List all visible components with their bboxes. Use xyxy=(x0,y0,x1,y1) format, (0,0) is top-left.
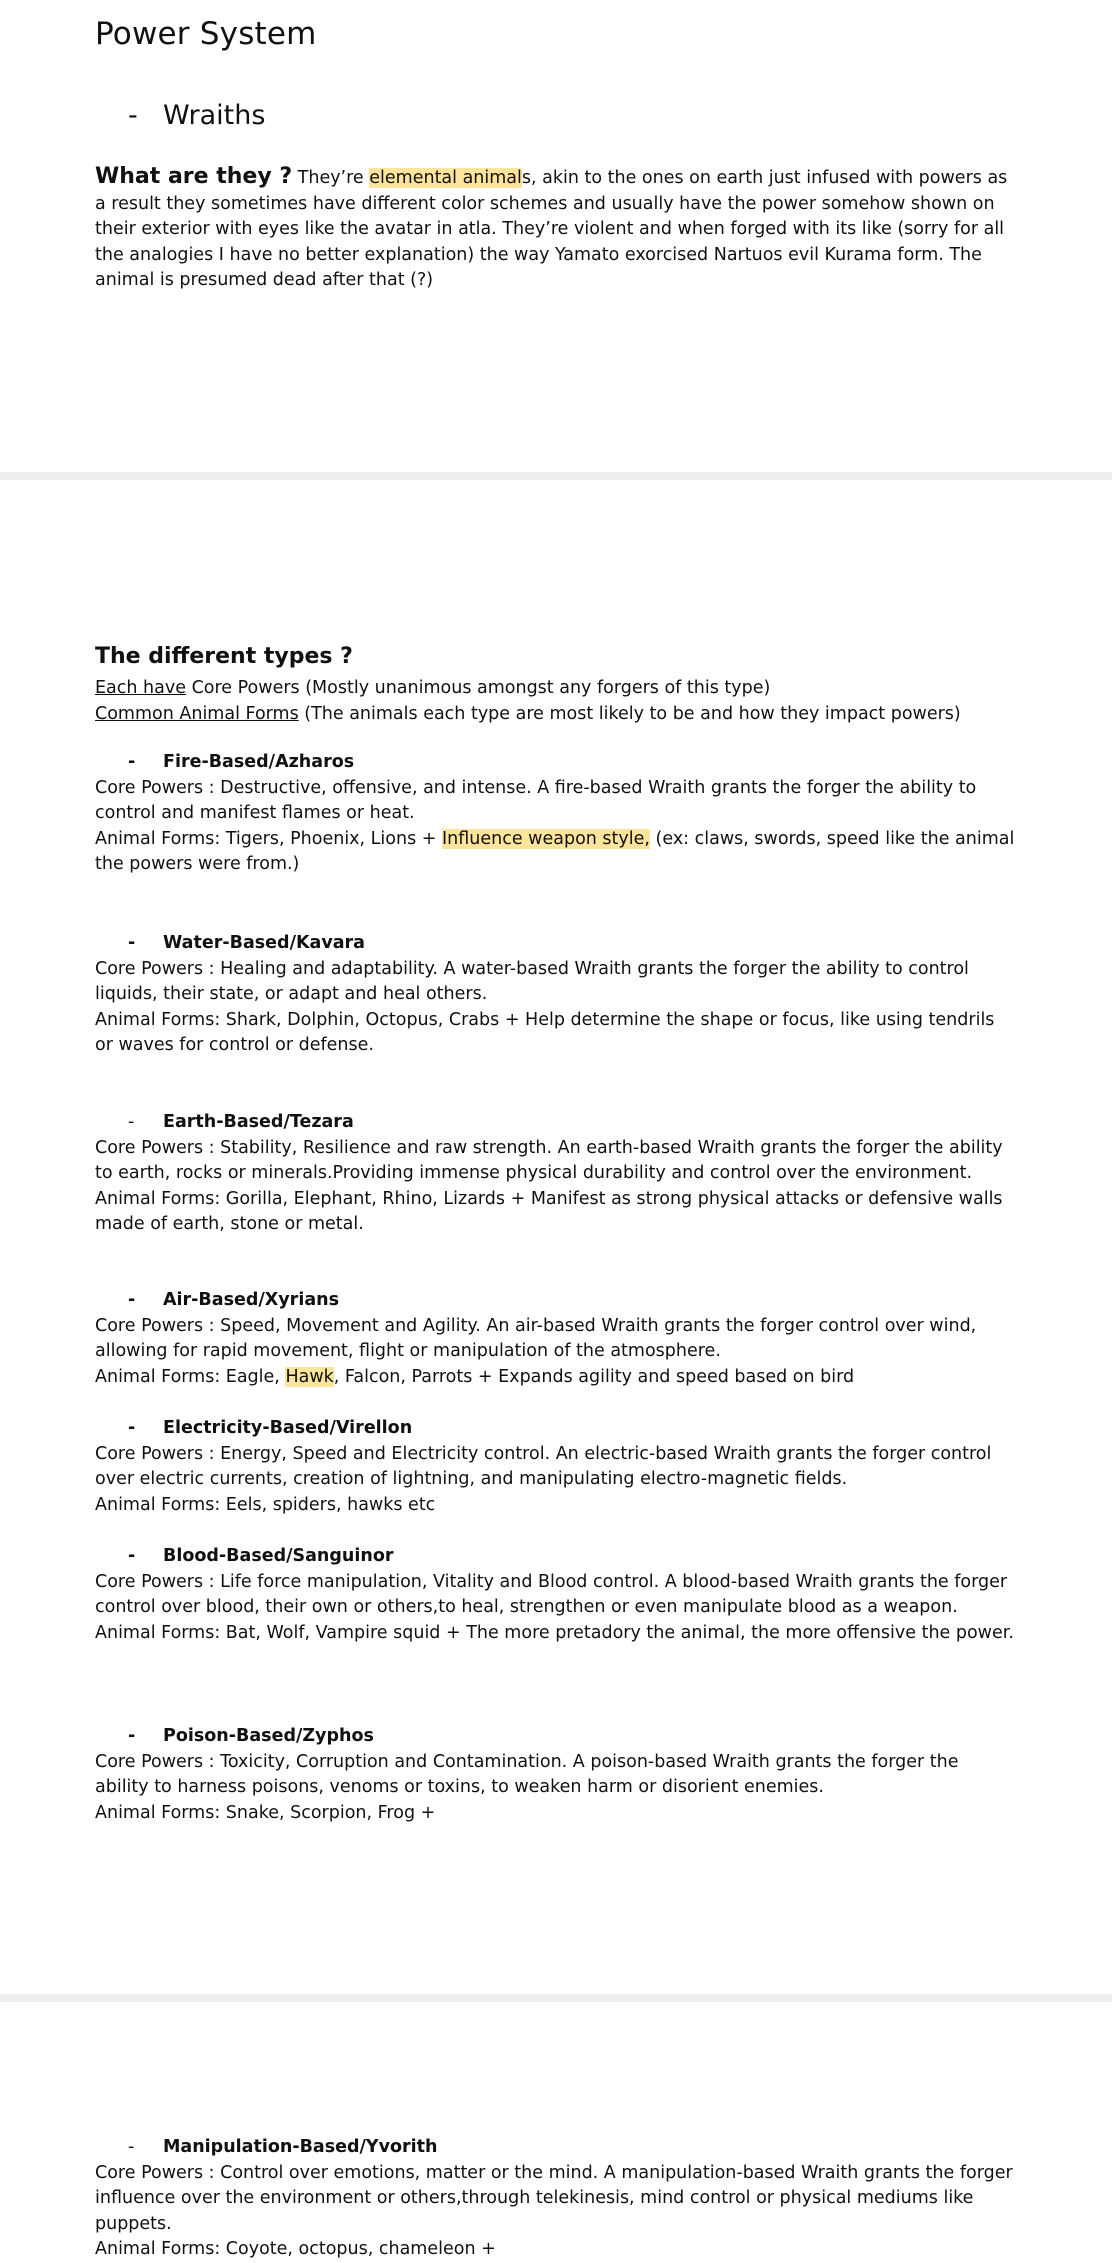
intro-body: s, akin to the ones on earth just infused with powers as a result they sometimes have different color schemes and usually have the power somehow shown on their exterior with eyes like the avatar in atla. They’re violent and when forged with its like (sorry for all the analogies I have no better explanation) the way Yamato exorcised Nartuos evil Kurama form. The animal is presumed dead after that (?) xyxy=(95,168,1008,290)
type-title xyxy=(128,1416,1017,1442)
animal-forms-extra: (ex: claws, swords, speed like the animal the powers were from.) xyxy=(95,828,1015,874)
core-powers: Core Powers : Life force manipulation, Vitality and Blood control. A blood-based Wraith grants the forger control over blood, their own or others,to heal, strengthen or even manipulate blood as a weapon. xyxy=(95,1571,1008,1617)
bullet-dash: - xyxy=(128,752,136,772)
document-page-2 xyxy=(0,482,1112,1994)
type-name: Blood-Based/Sanguinor xyxy=(163,1546,394,1566)
type-title xyxy=(128,1724,1017,1750)
legend-animal-text: (The animals each type are most likely to be and how they impact powers) xyxy=(298,703,961,724)
subtitle-heading[interactable]: Wraiths xyxy=(163,100,266,131)
bullet-dash: - xyxy=(128,933,136,953)
type-title xyxy=(128,750,1017,776)
bullet-dash: - xyxy=(128,1112,135,1132)
type-name: Manipulation-Based/Yvorith xyxy=(163,2137,438,2157)
bullet-dash: - xyxy=(128,2137,135,2157)
intro-question: What are they ? xyxy=(95,164,293,189)
intro-pre: They’re xyxy=(292,168,370,188)
core-powers: Core Powers : Healing and adaptability. A water-based Wraith grants the forger the ability to control liquids, their state, or adapt and heal others. xyxy=(95,958,969,1004)
type-name: Poison-Based/Zyphos xyxy=(163,1726,374,1746)
core-powers: Core Powers : Stability, Resilience and raw strength. An earth-based Wraith grants the forger the ability to earth, rocks or minerals.Providing immense physical durability and control over the environment. xyxy=(95,1137,1003,1183)
animal-forms: Animal Forms: Snake, Scorpion, Frog + xyxy=(95,1802,436,1823)
core-powers: Core Powers : Speed, Movement and Agility. An air-based Wraith grants the forger control over wind, allowing for rapid movement, flight or manipulation of the atmosphere. xyxy=(95,1315,977,1361)
type-name: Water-Based/Kavara xyxy=(163,933,365,953)
animal-forms: Animal Forms: Coyote, octopus, chameleon + xyxy=(95,2239,496,2259)
document-page-1 xyxy=(0,0,1112,475)
animal-forms: Animal Forms: Eels, spiders, hawks etc xyxy=(95,1494,436,1515)
bullet-dash: - xyxy=(128,100,138,131)
types-heading[interactable]: The different types ? xyxy=(95,644,353,669)
animal-forms: Animal Forms: Bat, Wolf, Vampire squid + The more pretadory the animal, the more offensive the power. xyxy=(95,1622,1014,1643)
legend-core-text: Core Powers (Mostly unanimous amongst any forgers of this type) xyxy=(186,678,771,698)
type-title xyxy=(128,1544,1017,1570)
core-powers: Core Powers : Control over emotions, matter or the mind. A manipulation-based Wraith grants the forger influence over the environment or others,through telekinesis, mind control or physical mediums like puppets. xyxy=(95,2162,1013,2234)
legend-animal-line xyxy=(95,702,1017,728)
type-block-electricity[interactable] xyxy=(95,1416,1017,1518)
type-title xyxy=(128,1288,1017,1314)
type-name: Earth-Based/Tezara xyxy=(163,1112,354,1132)
animal-forms: Animal Forms: Shark, Dolphin, Octopus, Crabs + Help determine the shape or focus, like using tendrils or waves for control or defense. xyxy=(95,1009,995,1055)
animal-forms-text: Animal Forms: Tigers, Phoenix, Lions + xyxy=(95,828,442,849)
type-block-poison[interactable] xyxy=(95,1724,1017,1826)
bullet-dash: - xyxy=(128,1546,136,1566)
type-name: Electricity-Based/Virellon xyxy=(163,1418,413,1438)
animal-forms-extra: , Falcon, Parrots + Expands agility and speed based on bird xyxy=(333,1366,855,1387)
bullet-dash: - xyxy=(128,1418,136,1438)
types-legend[interactable] xyxy=(95,676,1017,727)
legend-core-underlined: Each have xyxy=(95,678,186,698)
animal-forms xyxy=(95,1365,1017,1391)
bullet-dash: - xyxy=(128,1290,136,1310)
type-title xyxy=(128,1110,1017,1136)
document-page-3 xyxy=(0,2002,1112,2262)
page-separator xyxy=(0,1994,1112,2002)
type-title xyxy=(128,2135,1017,2161)
highlighted-text: Influence weapon style, xyxy=(441,828,650,849)
type-block-blood[interactable] xyxy=(95,1544,1017,1646)
animal-forms: Animal Forms: Gorilla, Elephant, Rhino, Lizards + Manifest as strong physical attacks or defensive walls made of earth, stone or metal. xyxy=(95,1188,1003,1234)
legend-core-line xyxy=(95,676,1017,702)
core-powers: Core Powers : Energy, Speed and Electricity control. An electric-based Wraith grants the forger control over electric currents, creation of lightning, and manipulating electro-magnetic fields. xyxy=(95,1443,992,1489)
highlighted-text: elemental animal xyxy=(369,168,522,188)
type-name: Fire-Based/Azharos xyxy=(163,752,355,772)
type-block-water[interactable] xyxy=(95,931,1017,1059)
type-title xyxy=(128,931,1017,957)
bullet-dash: - xyxy=(128,1726,136,1746)
core-powers: Core Powers : Destructive, offensive, and intense. A fire-based Wraith grants the forger the ability to control and manifest flames or heat. xyxy=(95,777,977,823)
animal-forms xyxy=(95,827,1017,878)
type-block-air[interactable] xyxy=(95,1288,1017,1390)
document-title[interactable]: Power System xyxy=(95,16,317,52)
legend-animal-underlined: Common Animal Forms xyxy=(95,703,299,724)
type-block-earth[interactable] xyxy=(95,1110,1017,1238)
subtitle-row xyxy=(128,100,265,131)
page-separator xyxy=(0,472,1112,480)
type-block-manipulation[interactable] xyxy=(95,2135,1017,2263)
highlighted-text: Hawk xyxy=(285,1366,334,1387)
type-name: Air-Based/Xyrians xyxy=(163,1290,339,1310)
intro-paragraph[interactable] xyxy=(95,164,1017,294)
type-block-fire[interactable] xyxy=(95,750,1017,878)
animal-forms-text: Animal Forms: Eagle, xyxy=(95,1366,286,1387)
core-powers: Core Powers : Toxicity, Corruption and Contamination. A poison-based Wraith grants the forger the ability to harness poisons, venoms or toxins, to weaken harm or disorient enemies. xyxy=(95,1751,959,1797)
